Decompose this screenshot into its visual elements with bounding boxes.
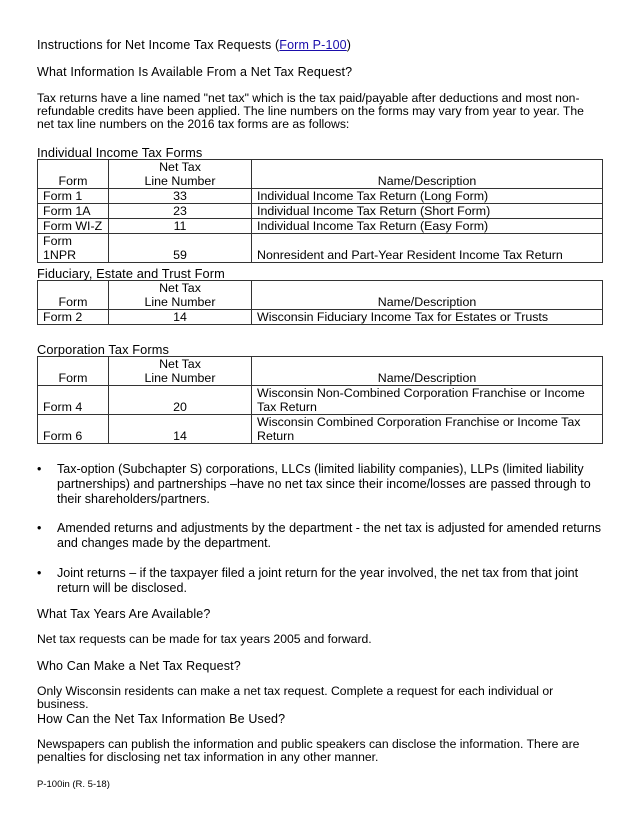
col-header-form: Form: [38, 281, 109, 310]
bullet-icon: •: [37, 566, 42, 580]
table-row: Form 1 33 Individual Income Tax Return (Long Form): [38, 189, 603, 204]
form-footer: P-100in (R. 5-18): [37, 779, 110, 790]
table-caption-fiduciary: Fiduciary, Estate and Trust Form: [37, 266, 225, 281]
section-text-years: Net tax requests can be made for tax years 2005 and forward.: [37, 632, 372, 646]
col-header-desc: Name/Description: [252, 357, 603, 386]
col-header-line: Net Tax Line Number: [109, 160, 252, 189]
table-caption-corporation: Corporation Tax Forms: [37, 342, 170, 357]
col-header-desc: Name/Description: [252, 281, 603, 310]
form-p100-link[interactable]: Form P-100: [279, 38, 347, 52]
table-row: Form 1A 23 Individual Income Tax Return (Short Form): [38, 204, 603, 219]
table-row: Form 6 14 Wisconsin Combined Corporation Franchise or Income Tax Return: [38, 415, 603, 444]
bullet-item: • Amended returns and adjustments by the department - the net tax is adjusted for amended returns and changes made by the department.: [37, 521, 602, 550]
bullet-icon: •: [37, 521, 42, 535]
table-row: Form 4 20 Wisconsin Non-Combined Corporation Franchise or Income Tax Return: [38, 386, 603, 415]
table-row: Form 2 14 Wisconsin Fiduciary Income Tax for Estates or Trusts: [38, 310, 603, 325]
bullet-icon: •: [37, 462, 42, 476]
col-header-form: Form: [38, 357, 109, 386]
section-heading-use: How Can the Net Tax Information Be Used?: [37, 712, 286, 726]
col-header-desc: Name/Description: [252, 160, 603, 189]
table-caption-individual: Individual Income Tax Forms: [37, 145, 203, 160]
fiduciary-tax-table: [37, 280, 603, 325]
individual-tax-table: [37, 159, 603, 263]
corporation-tax-table: [37, 356, 603, 444]
bullet-item: • Tax-option (Subchapter S) corporations, LLCs (limited liability companies), LLPs (limited liability partnerships) and partnerships –have no net tax since their income/losses are passed through to their shareholders/partners.: [37, 462, 591, 506]
table-row: Form 1NPR 59 Nonresident and Part-Year Resident Income Tax Return: [38, 234, 603, 263]
section-heading-years: What Tax Years Are Available?: [37, 607, 211, 621]
col-header-form: Form: [38, 160, 109, 189]
page-title: Instructions for Net Income Tax Requests (Form P-100): [37, 38, 352, 52]
section-text-use: Newspapers can publish the information and public speakers can disclose the information. There are penalties for disclosing net tax information in any other manner.: [37, 737, 580, 764]
col-header-line: Net Tax Line Number: [109, 357, 252, 386]
intro-paragraph: Tax returns have a line named "net tax" which is the tax paid/payable after deductions and most non-refundable credits have been applied. The line numbers on the forms may vary from year to year. The net tax line numbers on the 2016 tax forms are as follows:: [37, 91, 584, 131]
section-heading-who: Who Can Make a Net Tax Request?: [37, 659, 241, 673]
section-heading-info: What Information Is Available From a Net Tax Request?: [37, 65, 353, 79]
section-text-who: Only Wisconsin residents can make a net tax request. Complete a request for each individual or business.: [37, 684, 554, 711]
bullet-item: • Joint returns – if the taxpayer filed a joint return for the year involved, the net tax from that joint return will be disclosed.: [37, 566, 579, 595]
table-row: Form WI-Z 11 Individual Income Tax Return (Easy Form): [38, 219, 603, 234]
col-header-line: Net Tax Line Number: [109, 281, 252, 310]
